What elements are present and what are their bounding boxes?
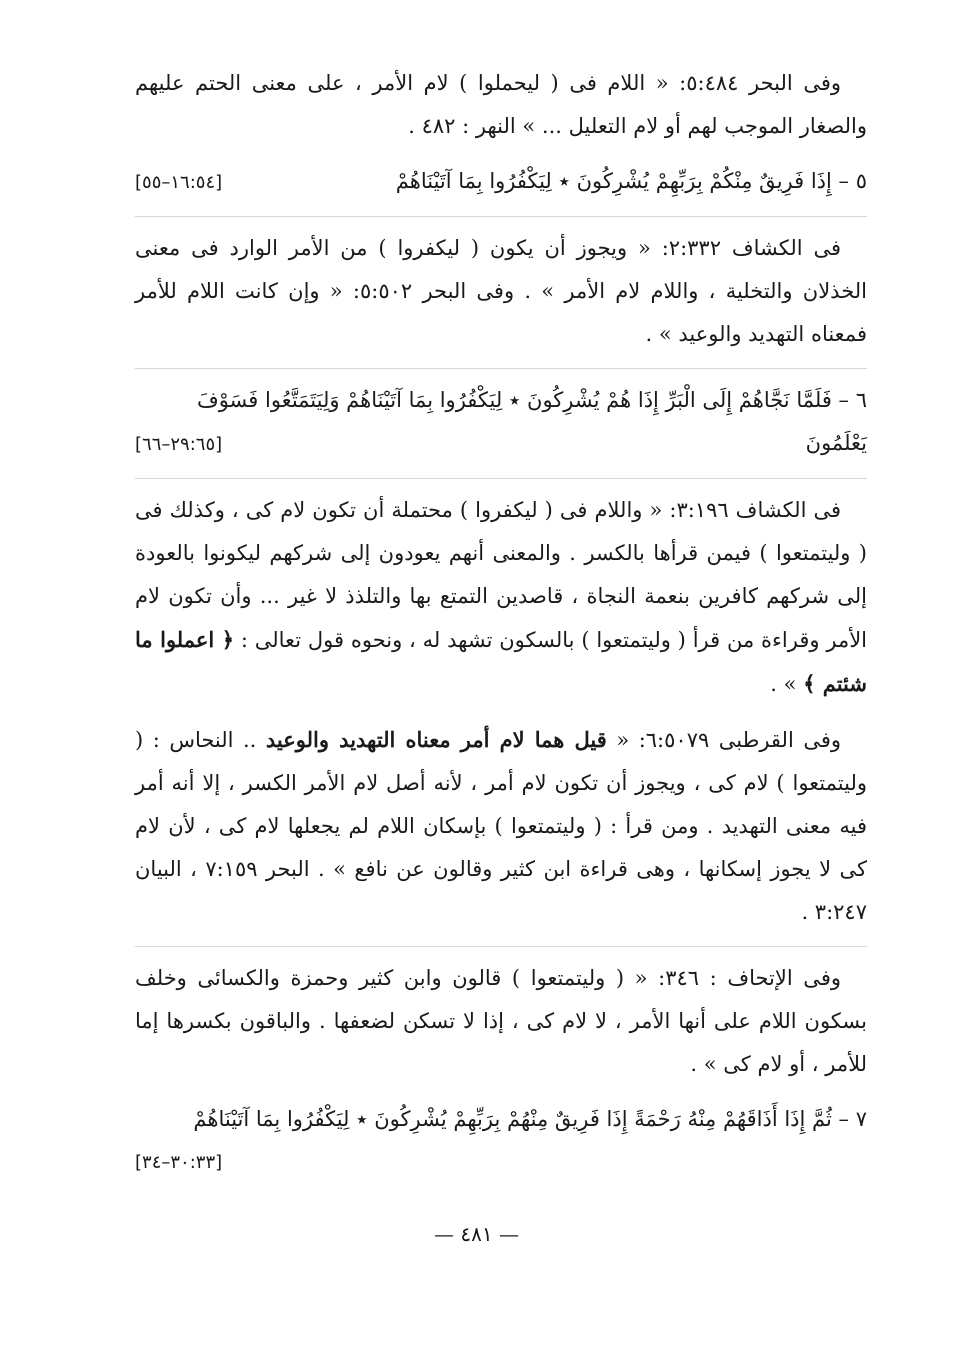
verse-6-text: ٦ – فَلَمَّا نَجَّاهُمْ إِلَى الْبَرِّ إِذَا هُمْ يُشْرِكُونَ ‌٭ لِيَكْفُرُوا بِمَا آتَيْنَاهُمْ وَلِيَتَمَتَّعُوا فَسَوْفَ xyxy=(196,388,867,412)
paragraph-qurtubi-bold: قيل هما لام أمر معناه التهديد والوعيد xyxy=(265,727,607,752)
verse-7-reference: [٣٠:٣٣–٣٤] xyxy=(135,1152,223,1173)
paragraph-kashshaf-2-end: » . xyxy=(770,672,804,696)
verse-7-line-2 xyxy=(135,1141,867,1184)
verse-6-text-continued: يَعْلَمُونَ xyxy=(805,431,867,455)
paragraph-qurtubi-rest: .. النحاس : ( وليتمتعوا ) لام كى ، ويجوز أن تكون لام أمر ، لأنه أصل لام الأمر الكسر ، إلا أنه أمر فيه معنى التهديد . ومن قرأ : ( وليتمتعوا ) بإسكان اللام لم يجعلها لام كى ، لأن لام كى لا يجوز إسكانها ، وهى قراءة ابن كثير وقالون عن نافع » . البحر ٧:١٥٩ ، البيان ٣:٢٤٧ . xyxy=(135,728,867,924)
paragraph-qurtubi-intro: وفى القرطبى ٦:٥٠٧٩: « xyxy=(606,728,842,752)
paragraph-qurtubi xyxy=(135,718,867,934)
verse-7 xyxy=(135,1098,867,1184)
paragraph-bahr-1: وفى البحر ٥:٤٨٤: « اللام فى ( ليحملوا ) لام الأمر ، على معنى الحتم عليهم والصغار الموجب لهم أو لام التعليل ... » النهر : ٤٨٢ . xyxy=(135,71,867,138)
verse-5 xyxy=(135,160,867,204)
verse-5-reference: [١٦:٥٤–٥٥] xyxy=(135,172,223,193)
paragraph-kashshaf-2 xyxy=(135,489,867,706)
verse-7-text: ٧ – ثُمَّ إِذَا أَذَاقَهُمْ مِنْهُ رَحْمَةً إِذَا فَرِيقٌ مِنْهُمْ بِرَبِّهِمْ يُشْرِكُونَ ‌٭ لِيَكْفُرُوا بِمَا آتَيْنَاهُمْ xyxy=(193,1107,867,1131)
page-number: — ٤٨١ — xyxy=(434,1222,519,1246)
paragraph-ithaf: وفى الإتحاف : ٣٤٦: « ( وليتمتعوا ) قالون وابن كثير وحمزة والكسائى وخلف بسكون اللام على أنها الأمر ، لا لام كى ، إذا لا تسكن لضعفها . والباقون بكسرها إما للأمر ، أو لام كى » . xyxy=(135,966,867,1076)
verse-6-reference: [٢٩:٦٥–٦٦] xyxy=(135,434,223,455)
quran-quote: ﴿ اعملوا ما شئتم ﴾ xyxy=(135,627,867,696)
verse-5-text: ٥ – إِذَا فَرِيقٌ مِنْكُمْ بِرَبِّهِمْ يُشْرِكُونَ ‌٭ لِيَكْفُرُوا بِمَا آتَيْنَاهُمْ xyxy=(395,169,867,193)
paragraph-kashshaf-1: فى الكشاف ٢:٣٣٢: « ويجوز أن يكون ( ليكفروا ) من الأمر الوارد فى معنى الخذلان والتخلية ، واللام لام الأمر » . وفى البحر ٥:٥٠٢: « وإن كانت اللام للأمر فمعناه التهديد والوعيد » . xyxy=(135,236,867,346)
verse-6-line-2 xyxy=(135,422,867,466)
divider-line xyxy=(135,946,867,947)
divider-line xyxy=(135,368,867,369)
divider-line xyxy=(135,478,867,479)
verse-6 xyxy=(135,379,867,466)
divider-line xyxy=(135,216,867,217)
page-body xyxy=(135,62,867,1196)
paragraph-kashshaf-2-text: فى الكشاف ٣:١٩٦: « واللام فى ( ليكفروا ) محتملة أن تكون لام كى ، وكذلك فى ( وليتمتعوا ) فيمن قرأها بالكسر . والمعنى أنهم يعودون إلى شركهم ليكونوا بالعودة إلى شركهم كافرين بنعمة النجاة ، قاصدين التمتع بها والتلذذ لا غير ... وأن تكون لام الأمر وقراءة من قرأ ( وليتمتعوا ) بالسكون تشهد له ، ونحوه قول تعالى : xyxy=(135,498,868,652)
